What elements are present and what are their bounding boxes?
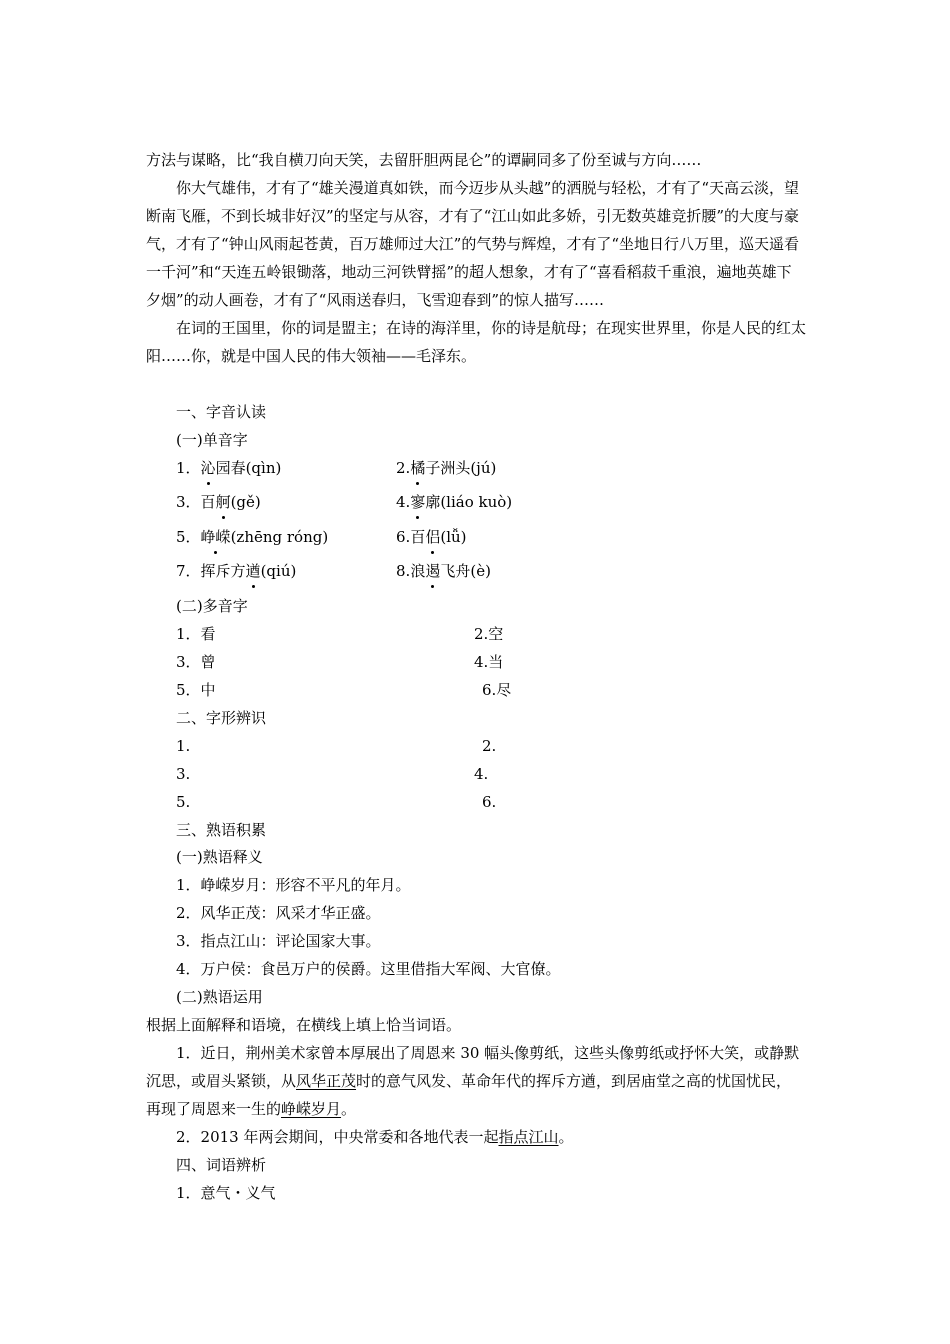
- subsection-multi-tone: (二)多音字: [176, 597, 248, 615]
- section-title-word-analysis: 四、词语辨析: [176, 1156, 267, 1174]
- pron-item: 6.百侣(lǚ): [396, 528, 467, 546]
- glyph-item-left: 1.: [176, 737, 191, 755]
- idiom-definition: 1．峥嵘岁月：形容不平凡的年月。: [176, 876, 411, 894]
- glyph-item-left: 3.: [176, 765, 191, 783]
- word-pair-item: 1．意气・义气: [176, 1184, 276, 1202]
- multi-item-right: 6.尽: [482, 681, 512, 699]
- section-title-idioms: 三、熟语积累: [176, 821, 267, 839]
- glyph-item-right: 2.: [482, 737, 497, 755]
- answer-blank: 指点江山: [498, 1128, 559, 1146]
- multi-item-left: 3．曾: [176, 653, 216, 671]
- subsection-idiom-meaning: (一)熟语释义: [176, 848, 263, 866]
- pron-item: 1．沁园春(qìn): [176, 459, 282, 477]
- intro-paragraph-0: 方法与谋略，比“我自横刀向天笑，去留肝胆两昆仑”的谭嗣同多了份至诚与方向……: [146, 151, 702, 169]
- glyph-item-left: 5.: [176, 793, 191, 811]
- intro-paragraph-1-text: 你大气雄伟，才有了“雄关漫道真如铁，而今迈步从头越”的洒脱与轻松，才有了“天高云淡，望断南飞雁，不到长城非好汉”的坚定与从容，才有了“江山如此多娇，引无数英雄竞折腰”的大度与豪气，才有了“钟山风雨起苍黄，百万雄师过大江”的气势与辉煌，才有了“坐地日行八万里，巡天遥看一千河”和“天连五岭银锄落，地动三河铁臂摇”的超人想象，才有了“喜看稻菽千重浪，遍地英雄下夕烟”的动人画卷，才有了“风雨送春归，飞雪迎春到”的惊人描写……: [146, 179, 800, 309]
- intro-paragraph-2: 在词的王国里，你的词是盟主；在诗的海洋里，你的诗是航母；在现实世界里，你是人民的红太阳……你，就是中国人民的伟大领袖——毛泽东。: [146, 319, 807, 365]
- usage-instruction: 根据上面解释和语境，在横线上填上恰当词语。: [146, 1016, 462, 1034]
- answer-blank: 峥嵘岁月: [281, 1100, 342, 1118]
- subsection-single-tone: (一)单音字: [176, 431, 248, 449]
- pron-item: 8.浪遏飞舟(è): [396, 562, 491, 580]
- idiom-definition: 2．风华正茂：风采才华正盛。: [176, 904, 381, 922]
- usage-example-2: 2．2013 年两会期间，中央常委和各地代表一起指点江山。: [176, 1128, 574, 1146]
- multi-item-left: 5．中: [176, 681, 216, 699]
- idiom-definition: 3．指点江山：评论国家大事。: [176, 932, 381, 950]
- idiom-definition: 4．万户侯：食邑万户的侯爵。这里借指大军阀、大官僚。: [176, 960, 561, 978]
- usage-example-1: 1．近日，荆州美术家曾本厚展出了周恩来 30 幅头像剪纸，这些头像剪纸或抒怀大笑，或静默沉思，或眉头紧锁，从风华正茂时的意气风发、革命年代的挥斥方遒，到居庙堂之高的忧国忧民，再现了周恩来一生的峥嵘岁月。: [146, 1044, 800, 1118]
- glyph-item-right: 6.: [482, 793, 497, 811]
- pron-item: 2.橘子洲头(jú): [396, 459, 497, 477]
- pron-item: 7．挥斥方遒(qiú): [176, 562, 297, 580]
- glyph-item-right: 4.: [474, 765, 489, 783]
- section-title-glyph: 二、字形辨识: [176, 709, 267, 727]
- multi-item-right: 2.空: [474, 625, 504, 643]
- section-title-pronunciation: 一、字音认读: [176, 403, 267, 421]
- pron-item: 4.寥廓(liáo kuò): [396, 493, 513, 511]
- answer-blank: 风华正茂: [296, 1072, 357, 1090]
- subsection-idiom-usage: (二)熟语运用: [176, 988, 263, 1006]
- pron-item: 3．百舸(gě): [176, 493, 261, 511]
- multi-item-left: 1．看: [176, 625, 216, 643]
- pron-item: 5．峥嵘(zhēng róng): [176, 528, 329, 546]
- multi-item-right: 4.当: [474, 653, 504, 671]
